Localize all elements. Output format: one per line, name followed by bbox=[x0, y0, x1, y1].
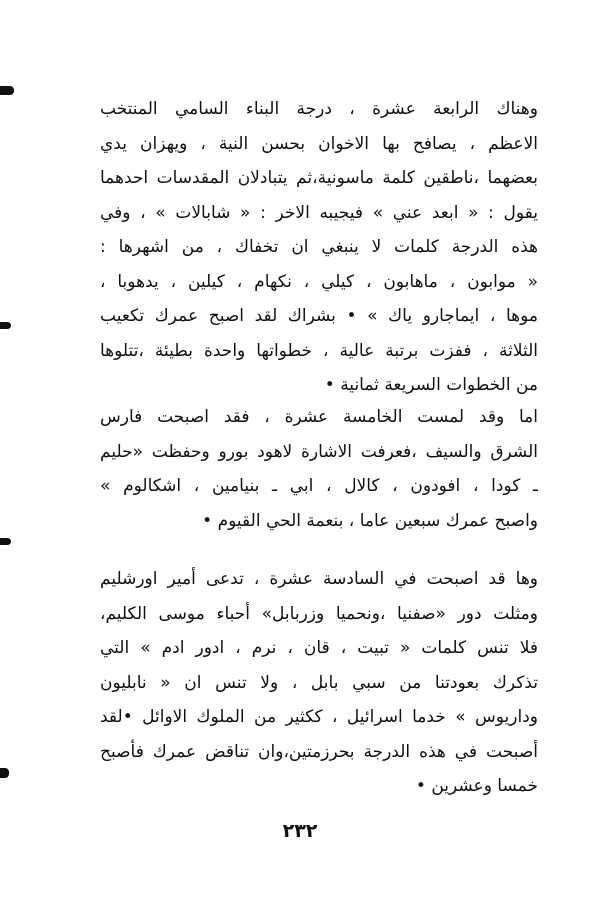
page-number: ٢٣٢ bbox=[282, 820, 318, 842]
paragraph-fourteenth-degree bbox=[100, 92, 538, 403]
text-line: بعضهما ،ناطقين كلمة ماسونية،ثم يتبادلان المقدسات احدهما bbox=[100, 168, 538, 188]
margin-ink-mark bbox=[0, 322, 11, 329]
paragraph-sixteenth-degree bbox=[100, 562, 538, 804]
text-line: وهناك الرابعة عشرة ، درجة البناء السامي المنتخب bbox=[100, 99, 538, 119]
text-line: ـ كودا ، افودون ، كالال ، ابي ـ بنيامين ، اشكالوم » bbox=[100, 476, 538, 496]
text-line: تذكرك بعودتنا من سبي بابل ، ولا تنس ان « نابليون bbox=[100, 672, 538, 693]
text-line: فلا تنس كلمات « تبيت ، قان ، نرم ، ادور ادم » التي bbox=[100, 638, 538, 658]
margin-ink-mark bbox=[0, 86, 14, 95]
text-line: خمسا وعشرين • bbox=[415, 776, 538, 796]
text-line: من الخطوات السريعة ثمانية • bbox=[324, 375, 538, 395]
text-line: الاعظم ، يصافح بها الاخوان بحسن النية ، ويهزان يدي bbox=[100, 133, 538, 154]
text-line: أصبحت في هذه الدرجة بحرزمتين،وان تناقض عمرك فأصبح bbox=[100, 741, 538, 762]
paragraph-fifteenth-degree bbox=[100, 400, 538, 538]
margin-ink-mark bbox=[0, 538, 11, 545]
text-line: « موابون ، ماهابون ، كيلي ، نكهام ، كيلين ، يدهوبا ، bbox=[100, 271, 538, 292]
text-line: موها ، ايماجارو ياك » • بشراك لقد اصبح عمرك تكعيب bbox=[100, 306, 538, 326]
margin-ink-mark bbox=[0, 768, 9, 778]
text-line: يقول : « ابعد عني » فيجيبه الاخر : « شابالات » ، وفي bbox=[100, 202, 538, 223]
text-line: الثلاثة ، ففزت برتبة عالية ، خطواتها واحدة بطيئة ،تتلوها bbox=[100, 340, 538, 361]
text-line: ومثلت دور «صفنيا ،ونحميا وزربابل» أحباء موسى الكليم، bbox=[100, 603, 538, 624]
text-line: وداريوس » خدما اسرائيل ، ككثير من الملوك الاوائل •لقد bbox=[100, 707, 538, 727]
text-line: الشرق والسيف ،فعرفت الاشارة لاهود بورو وحفظت «حليم bbox=[100, 441, 538, 462]
text-line: واصبح عمرك سبعين عاما ، بنعمة الحي القيوم • bbox=[202, 510, 538, 531]
text-line: وها قد اصبحت في السادسة عشرة ، تدعى أمير اورشليم bbox=[100, 569, 538, 589]
text-line: اما وقد لمست الخامسة عشرة ، فقد اصبحت فارس bbox=[100, 407, 538, 427]
text-line: هذه الدرجة كلمات لا ينبغي ان تخفاك ، من اشهرها : bbox=[100, 237, 538, 257]
